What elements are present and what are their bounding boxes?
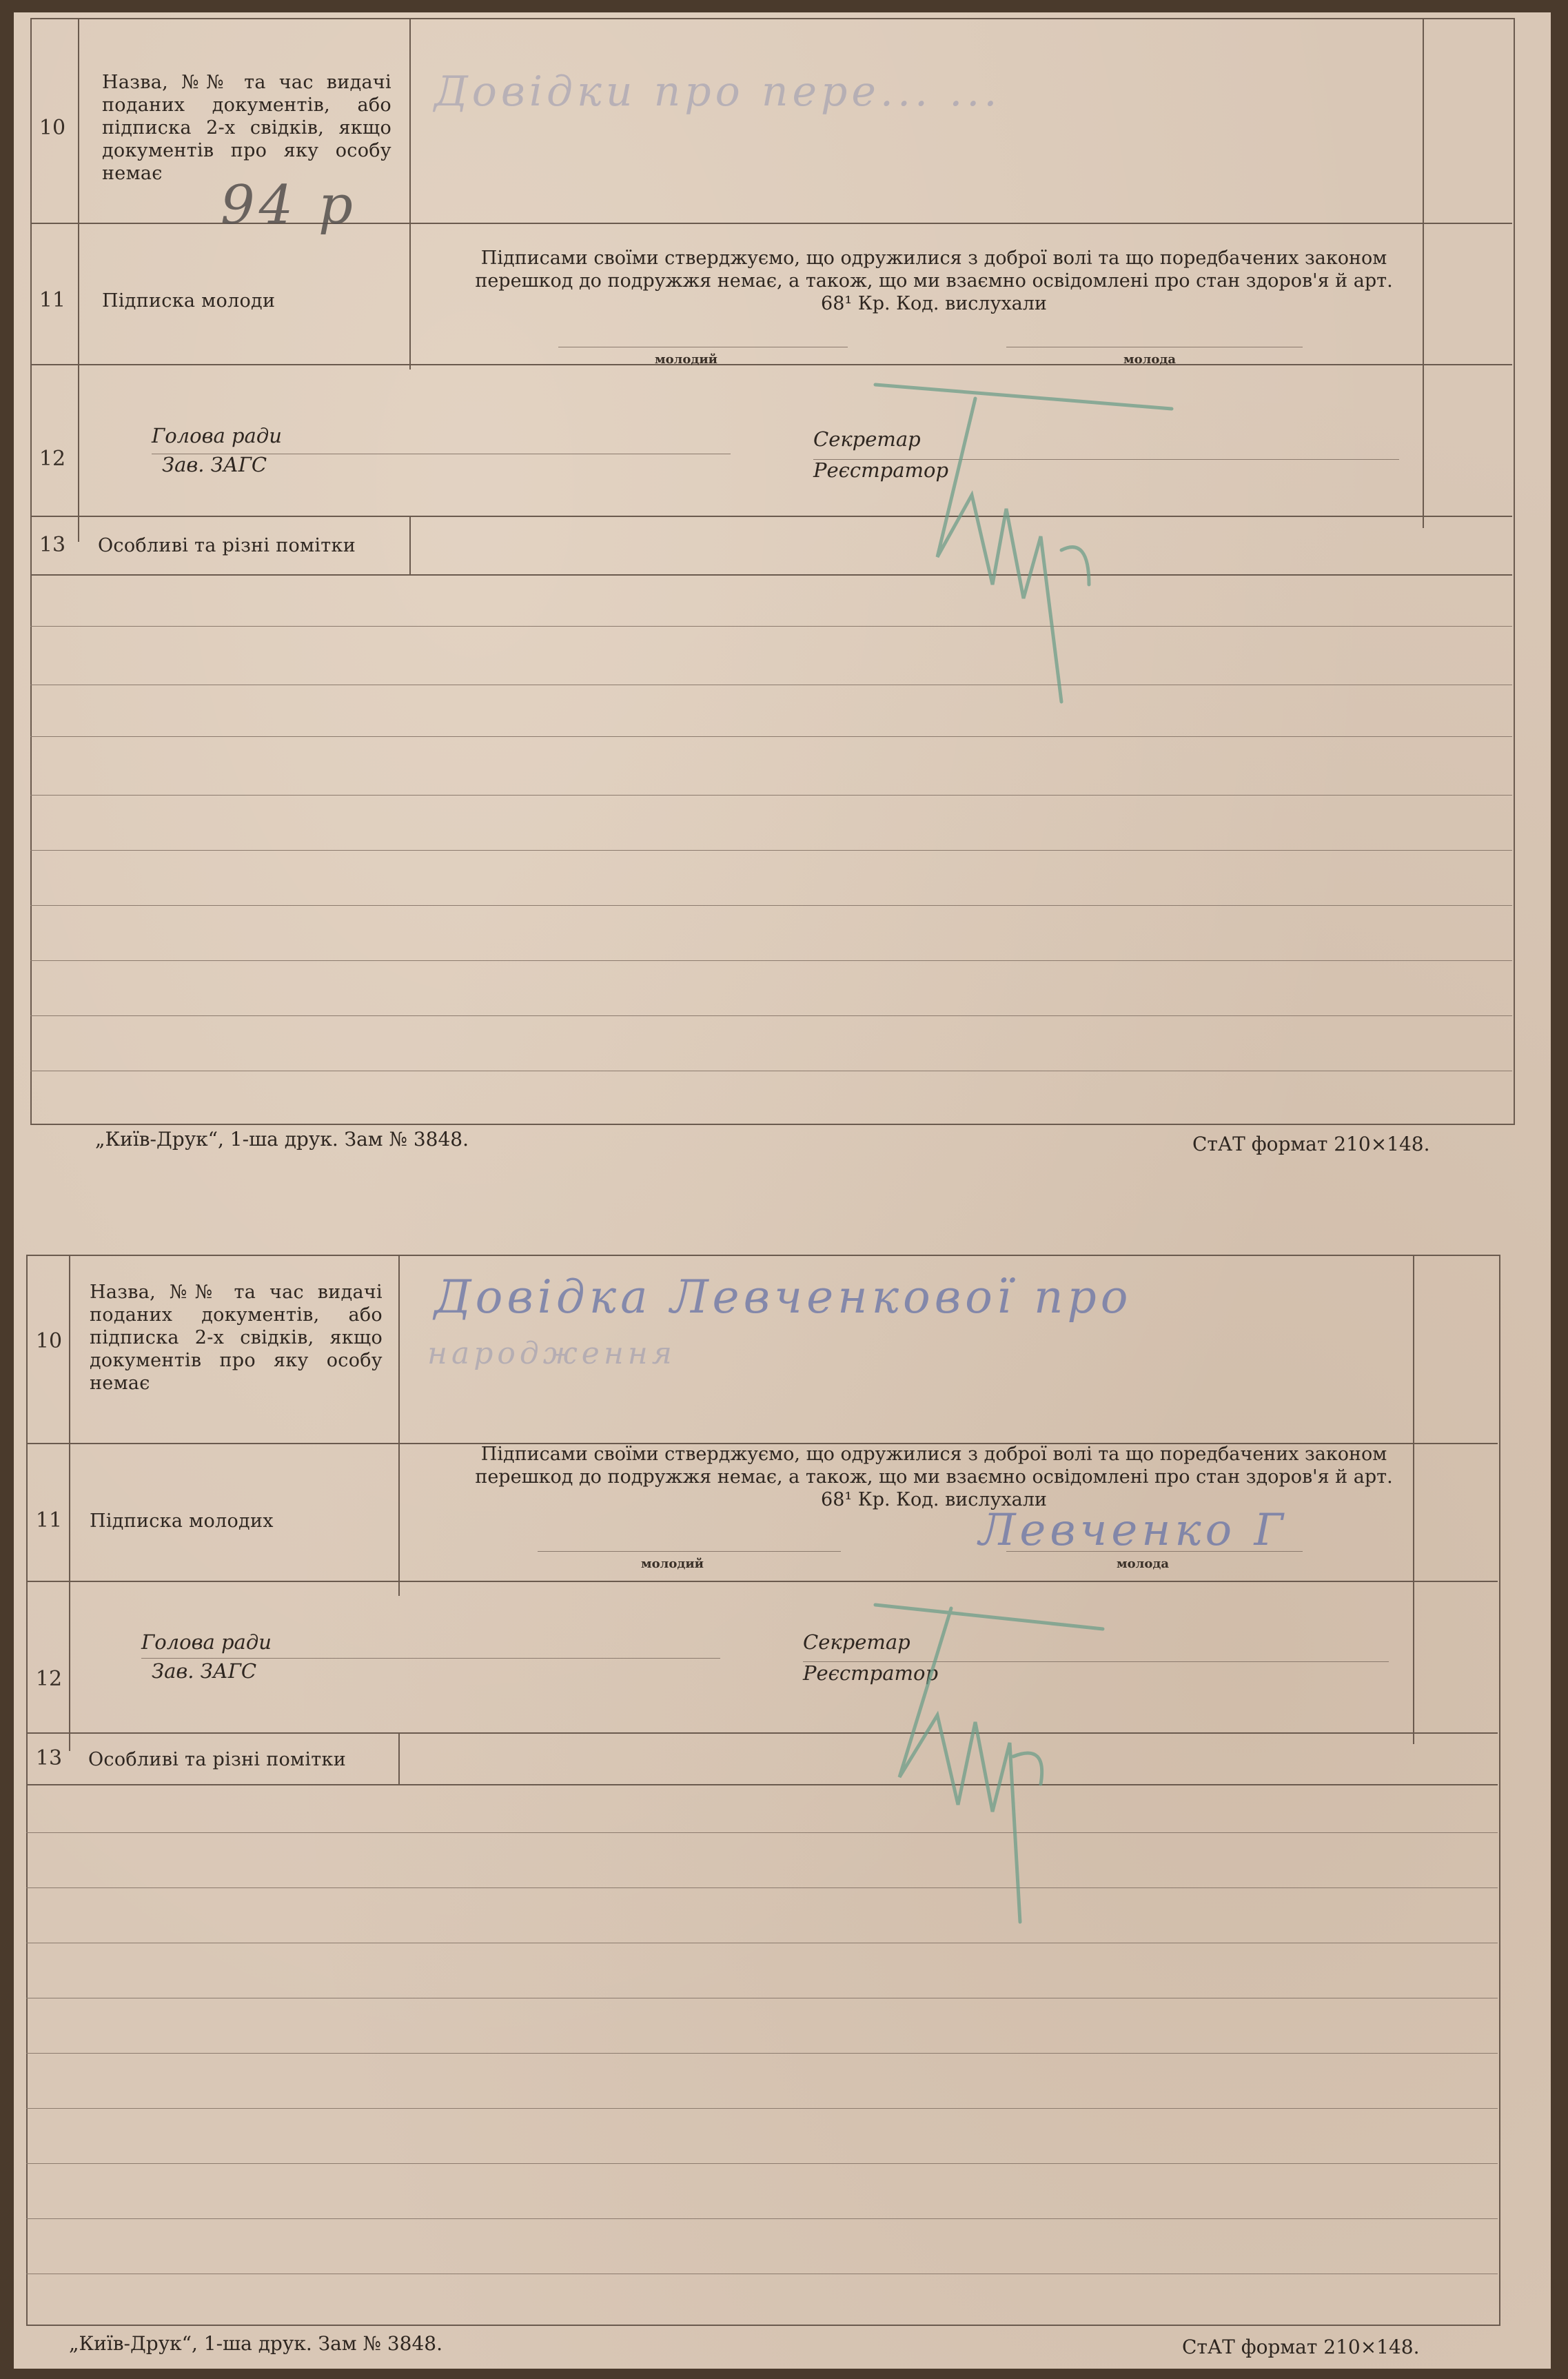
- note-line: [30, 1015, 1512, 1016]
- document-sheet: [14, 12, 1551, 2369]
- row-number-10: 10: [35, 1329, 63, 1353]
- registry-head-title: Зав. ЗАГС: [152, 1659, 257, 1683]
- registrar-title: Реєстратор: [813, 458, 949, 482]
- registrar-signature-scribble: [14, 12, 1551, 771]
- row-number-13: 13: [35, 1746, 63, 1770]
- handwritten-documents-note-cont: народження: [427, 1336, 676, 1371]
- printer-imprint: „Київ-Друк“, 1-ша друк. Зам № 3848.: [69, 2332, 443, 2355]
- handwritten-documents-note: Довідки про пере... ...: [434, 68, 1001, 116]
- note-line: [30, 905, 1512, 906]
- handwritten-number-mark: 94 р: [221, 174, 357, 236]
- form-format-note: СтАТ формат 210×148.: [1192, 1133, 1430, 1155]
- bride-handwritten-signature: Левченко Г: [979, 1505, 1287, 1556]
- row-number-13: 13: [39, 533, 66, 557]
- handwritten-documents-note: Довідка Левченкової про: [434, 1271, 1132, 1324]
- bride-caption: молода: [1123, 352, 1176, 367]
- note-line: [26, 2108, 1498, 2109]
- row-number-10: 10: [39, 116, 66, 140]
- note-line: [26, 2053, 1498, 2054]
- row-number-11: 11: [35, 1508, 63, 1532]
- groom-caption: молодий: [655, 352, 718, 367]
- note-line: [30, 795, 1512, 796]
- registrar-signature-scribble: [14, 1233, 1551, 1991]
- form-section-2: [14, 1233, 1551, 2363]
- printer-imprint: „Київ-Друк“, 1-ша друк. Зам № 3848.: [95, 1128, 469, 1151]
- form-section-1: [14, 12, 1551, 1157]
- consent-statement: Підписами своїми стверджуємо, що одружилися з доброї волі та що поредбачених законом перешкод до подружжя немає, а також, що ми взаємно освідомлені про стан здоров'я й арт. 68¹ Кр. Код. вислухали: [475, 1444, 1393, 1510]
- row-number-12: 12: [39, 447, 66, 471]
- row13-label: Особливі та різні помітки: [98, 535, 356, 556]
- row11-label: Підписка молоди: [102, 290, 276, 312]
- row10-label: Назва, №№ та час видачі поданих документів, або підписка 2-х свідків, якщо документів про яку особу немає: [90, 1282, 383, 1394]
- row-number-11: 11: [39, 288, 66, 312]
- consent-statement: Підписами своїми стверджуємо, що одружилися з доброї волі та що поредбачених законом перешкод до подружжя немає, а також, що ми взаємно освідомлені про стан здоров'я й арт. 68¹ Кр. Код. вислухали: [475, 247, 1393, 314]
- note-line: [26, 2218, 1498, 2219]
- note-line: [30, 960, 1512, 961]
- groom-caption: молодий: [641, 1557, 704, 1571]
- form-format-note: СтАТ формат 210×148.: [1182, 2336, 1420, 2358]
- registrar-title: Реєстратор: [803, 1661, 939, 1685]
- row13-label: Особливі та різні помітки: [88, 1749, 347, 1770]
- row11-label: Підписка молодих: [90, 1510, 274, 1532]
- secretary-title: Секретар: [813, 427, 921, 451]
- note-line: [26, 2163, 1498, 2164]
- row-number-12: 12: [35, 1667, 63, 1691]
- council-head-title: Голова ради: [141, 1630, 272, 1654]
- registry-head-title: Зав. ЗАГС: [162, 453, 267, 476]
- note-line: [30, 850, 1512, 851]
- row10-label: Назва, №№ та час видачі поданих документів, або підписка 2-х свідків, якщо документів про яку особу немає: [102, 72, 391, 184]
- council-head-title: Голова ради: [152, 424, 282, 447]
- secretary-title: Секретар: [803, 1630, 910, 1654]
- bride-caption: молода: [1117, 1557, 1169, 1571]
